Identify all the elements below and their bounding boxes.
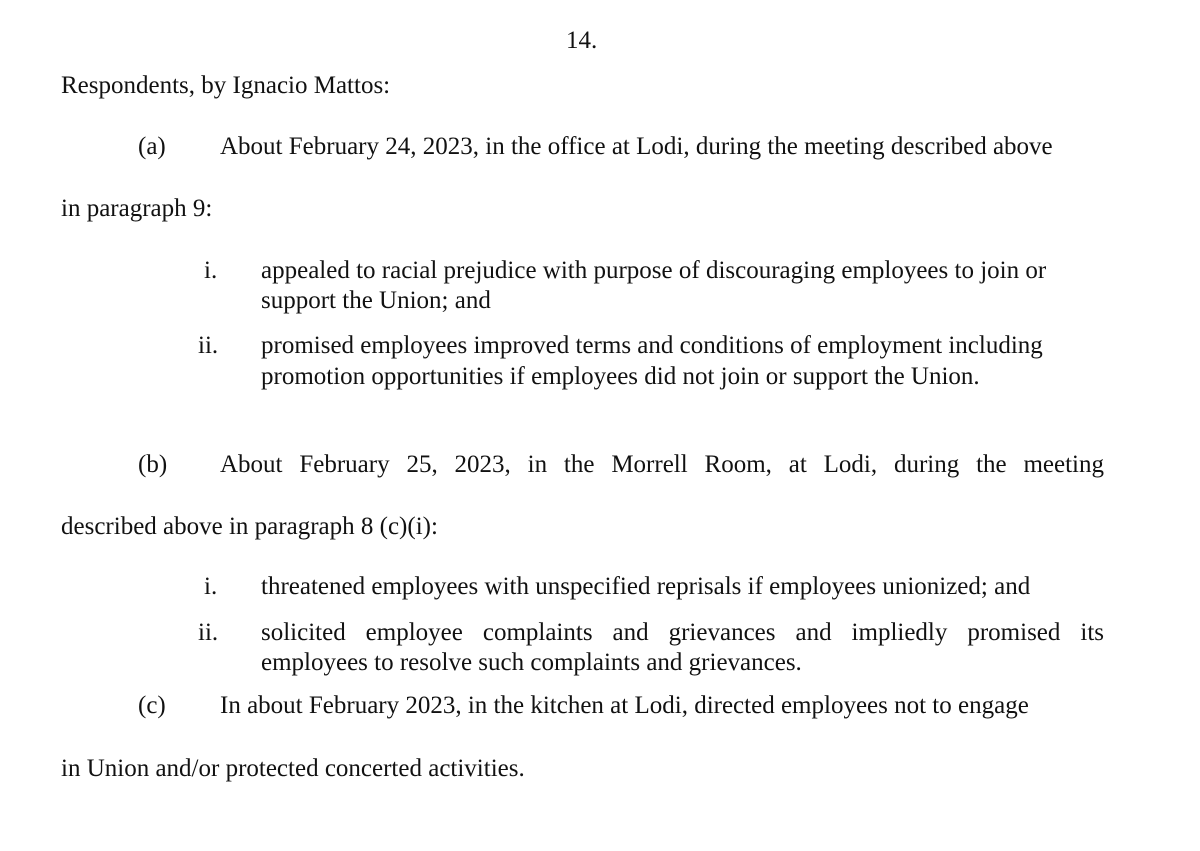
paragraph-c-label: (c) bbox=[138, 692, 166, 719]
paragraph-a-item-ii-line2: promotion opportunities if employees did not join or support the Union. bbox=[261, 363, 980, 390]
paragraph-a-label: (a) bbox=[138, 133, 166, 160]
paragraph-a-item-i-line1: appealed to racial prejudice with purpose of discouraging employees to join or bbox=[261, 257, 1047, 284]
section-heading: Respondents, by Ignacio Mattos: bbox=[61, 72, 391, 99]
paragraph-a-continuation: in paragraph 9: bbox=[61, 195, 213, 222]
paragraph-b-item-ii-line2: employees to resolve such complaints and grievances. bbox=[261, 649, 802, 676]
paragraph-b-item-i-label: i. bbox=[204, 573, 218, 600]
paragraph-b-continuation: described above in paragraph 8 (c)(i): bbox=[61, 513, 438, 540]
paragraph-b-first-line: About February 25, 2023, in the Morrell Room, at Lodi, during the meeting bbox=[220, 451, 1104, 478]
paragraph-a-item-ii-line1: promised employees improved terms and conditions of employment including bbox=[261, 332, 1043, 359]
paragraph-b-item-ii-label: ii. bbox=[198, 619, 219, 646]
paragraph-a-item-i-line2: support the Union; and bbox=[261, 287, 491, 314]
paragraph-c-first-line: In about February 2023, in the kitchen at Lodi, directed employees not to engage bbox=[220, 692, 1029, 719]
paragraph-c-continuation: in Union and/or protected concerted activities. bbox=[61, 755, 525, 782]
paragraph-b-item-i-line1: threatened employees with unspecified reprisals if employees unionized; and bbox=[261, 573, 1031, 600]
page-number: 14. bbox=[566, 27, 598, 54]
paragraph-a-item-i-label: i. bbox=[204, 257, 218, 284]
paragraph-a-first-line: About February 24, 2023, in the office at Lodi, during the meeting described above bbox=[220, 133, 1053, 160]
paragraph-b-label: (b) bbox=[138, 451, 168, 478]
paragraph-b-item-ii-line1: solicited employee complaints and grievances and impliedly promised its bbox=[261, 619, 1104, 646]
paragraph-a-item-ii-label: ii. bbox=[198, 332, 219, 359]
